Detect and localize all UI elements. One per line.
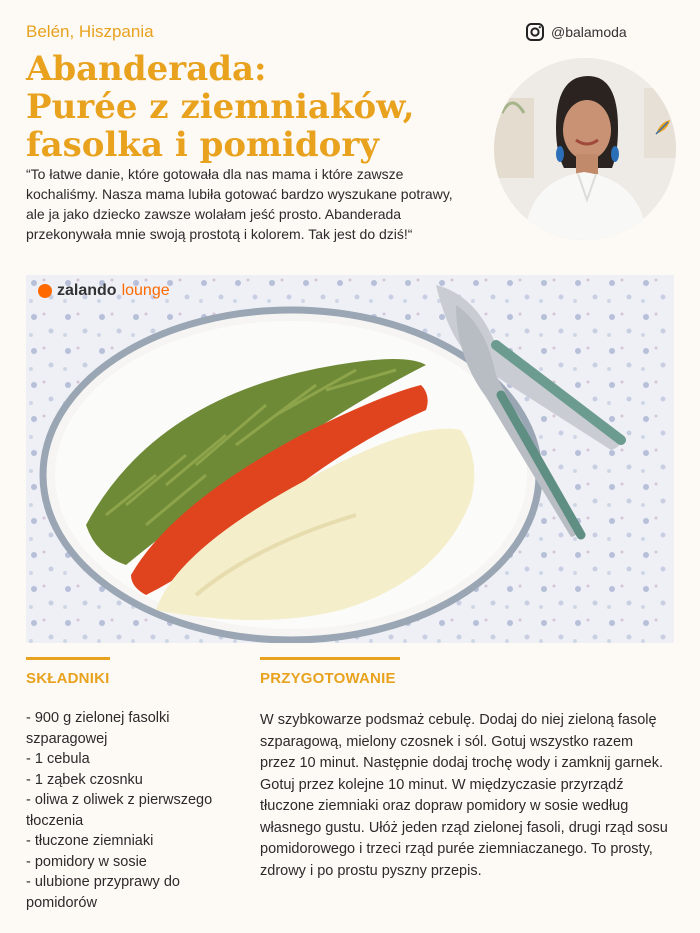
title-line-3: fasolka i pomidory	[26, 125, 380, 165]
ingredients-heading	[26, 670, 109, 687]
ingredients-heading-text: SKŁADNIKI	[26, 670, 110, 687]
title-line-1: Abanderada:	[26, 49, 267, 89]
preparation-heading-text: PRZYGOTOWANIE	[260, 670, 396, 687]
ingredient-item: - ulubione przyprawy do pomidorów	[26, 874, 180, 911]
instagram-handle[interactable]	[525, 22, 627, 42]
ingredient-item: - tłuczone ziemniaki	[26, 833, 154, 849]
ingredient-item: - pomidory w sosie	[26, 853, 147, 870]
zalando-logo-icon	[38, 284, 52, 298]
instagram-icon	[525, 22, 545, 42]
author-portrait	[494, 58, 676, 240]
ingredient-item: - oliwa z oliwek z pierwszego tłoczenia	[26, 792, 213, 829]
logo-text-zalando: zalando	[57, 282, 117, 299]
ingredient-item: - 1 ząbek czosnku	[26, 771, 143, 788]
ingredient-item: - 1 cebula	[26, 751, 90, 767]
instagram-handle-text: @balamoda	[551, 24, 627, 40]
recipe-photo	[26, 275, 674, 643]
preparation-text: W szybkowarze podsmaż cebulę. Dodaj do niej zieloną fasolę szparagową, mielony czosnek i sól. Gotuj wszystko razem przez 10 minut. Następnie dodaj trochę wody i zamknij garnek. Gotuj przez kolejne 10 minut. W międzyczasie przyrządź tłuczone ziemniaki oraz dopraw pomidory w sosie według własnego gustu. Ułóż jeden rząd zielonej fasoli, drugi rząd sosu pomidorowego i trzeci rząd purée ziemniaczanego. To prosty, zdrowy i po prostu pyszny przepis.	[260, 712, 668, 879]
author-location: Belén, Hiszpania	[26, 22, 154, 41]
title-line-2: Purée z ziemniaków,	[26, 87, 415, 127]
preparation-heading	[260, 670, 396, 687]
ingredients-list	[26, 708, 226, 913]
ingredient-item: - 900 g zielonej fasolki szparagowej	[26, 710, 170, 747]
recipe-title	[26, 50, 415, 164]
zalando-lounge-logo	[38, 282, 170, 300]
ingredients-divider	[26, 657, 110, 660]
author-quote: “To łatwe danie, które gotowała dla nas mama i które zawsze kochaliśmy. Nasza mama lubiła gotować bardzo wyszukane potrawy, ale ja jako dziecko zawsze wolałam jeść prosto. Abanderada przekonywała mnie swoją prostotą i kolorem. Tak jest do dziś!“	[26, 166, 453, 242]
logo-text-lounge: lounge	[121, 282, 170, 299]
feather-decoration	[654, 118, 672, 138]
preparation-divider	[260, 657, 400, 660]
